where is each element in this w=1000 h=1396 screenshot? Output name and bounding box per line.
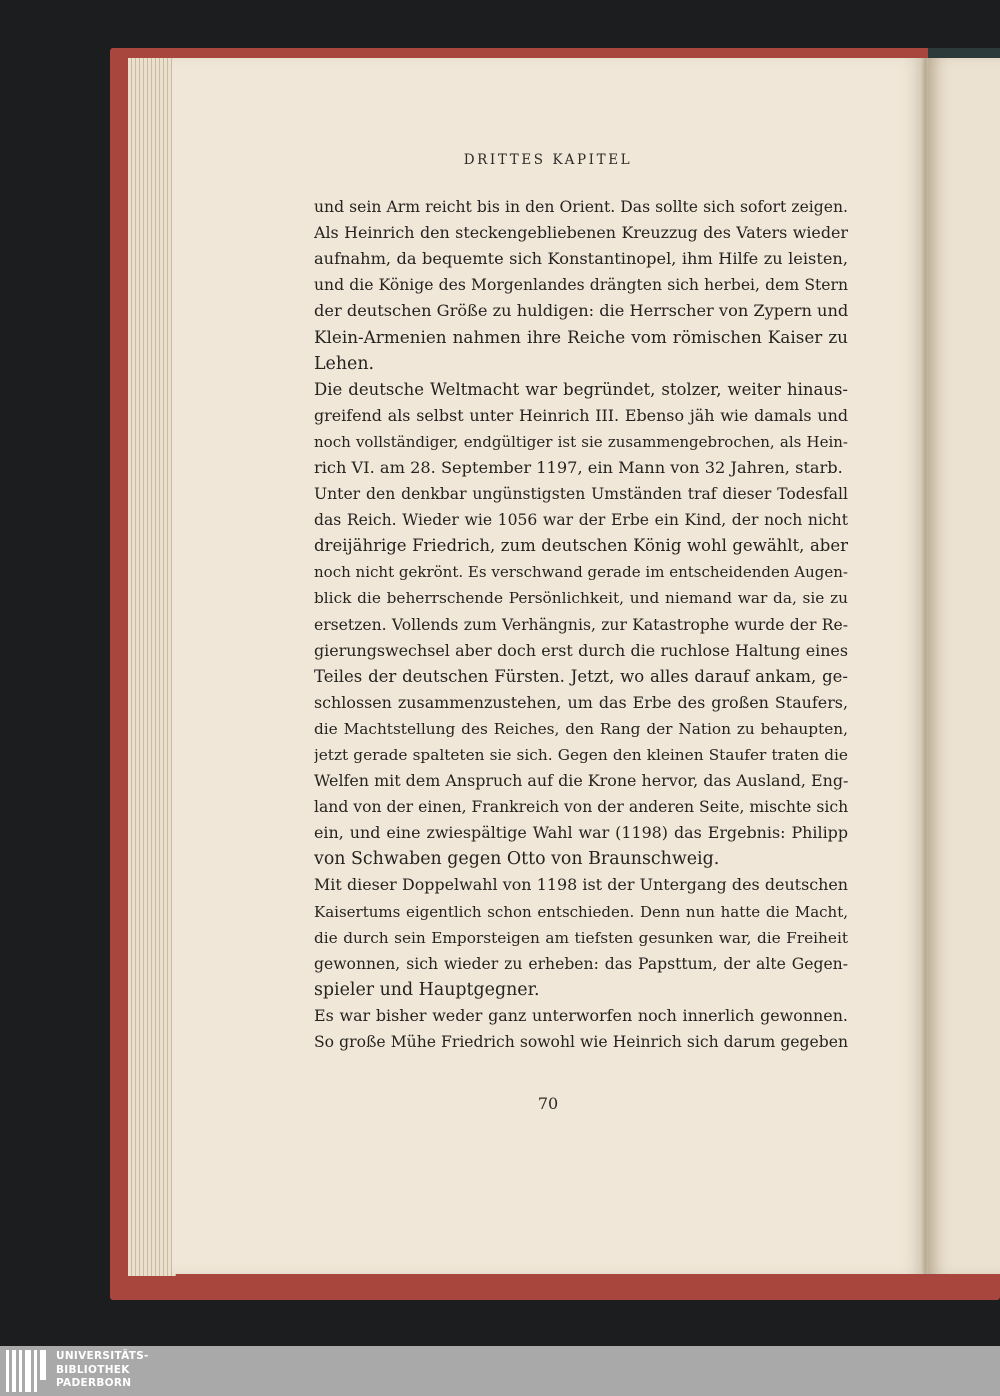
text-line: Welfen mit dem Anspruch auf die Krone hervor, das Ausland, Eng-: [314, 771, 848, 791]
text-line: Kaisertums eigentlich schon entschieden. Denn nun hatte die Macht,: [314, 902, 848, 921]
text-line: der deutschen Größe zu huldigen: die Herrscher von Zypern und: [314, 301, 848, 321]
text-line: noch vollständiger, endgültiger ist sie zusammengebrochen, als Hein-: [314, 432, 848, 451]
text-line: Unter den denkbar ungünstigsten Umständen traf dieser Todesfall: [314, 485, 848, 504]
text-line: dreijährige Friedrich, zum deutschen König wohl gewählt, aber: [314, 536, 848, 556]
library-logo-text: [56, 1350, 149, 1391]
text-line: ein, und eine zwiespältige Wahl war (1198) das Ergebnis: Philipp: [314, 823, 848, 843]
book-cover-dark-edge: [928, 48, 1000, 58]
text-line: und sein Arm reicht bis in den Orient. Das sollte sich sofort zeigen.: [314, 198, 848, 216]
text-line: die Machtstellung des Reiches, den Rang der Nation zu behaupten,: [314, 719, 848, 738]
text-line: die durch sein Emporsteigen am tiefsten gesunken war, die Freiheit: [314, 928, 848, 947]
logo-line-2: BIBLIOTHEK: [56, 1363, 130, 1376]
text-line: jetzt gerade spalteten sie sich. Gegen den kleinen Staufer traten die: [314, 745, 848, 764]
text-line: greifend als selbst unter Heinrich III. Ebenso jäh wie damals und: [314, 405, 848, 425]
text-line: schlossen zusammenzustehen, um das Erbe des großen Staufers,: [314, 692, 848, 712]
text-line: spieler und Hauptgegner.: [314, 979, 540, 1000]
text-line: Mit dieser Doppelwahl von 1198 ist der Untergang des deutschen: [314, 875, 848, 895]
text-line: aufnahm, da bequemte sich Konstantinopel, ihm Hilfe zu leisten,: [314, 249, 848, 269]
page-edges: [128, 58, 176, 1276]
text-line: rich VI. am 28. September 1197, ein Mann von 32 Jahren, starb.: [314, 457, 843, 477]
text-line: ersetzen. Vollends zum Verhängnis, zur Katastrophe wurde der Re-: [314, 615, 848, 634]
library-bars-logo-icon: [6, 1350, 50, 1392]
text-line: noch nicht gekrönt. Es verschwand gerade im entscheidenden Augen-: [314, 563, 848, 582]
text-line: blick die beherrschende Persönlichkeit, und niemand war da, sie zu: [314, 589, 848, 608]
library-footer: [0, 1346, 1000, 1396]
text-line: land von der einen, Frankreich von der anderen Seite, mischte sich: [314, 798, 848, 817]
running-head: DRITTES KAPITEL: [463, 152, 633, 168]
text-line: Lehen.: [314, 353, 375, 374]
logo-line-3: PADERBORN: [56, 1377, 132, 1389]
text-line: gierungswechsel aber doch erst durch die ruchlose Haltung eines: [314, 640, 848, 660]
body-text: [314, 194, 848, 1055]
text-line: So große Mühe Friedrich sowohl wie Heinrich sich darum gegeben: [314, 1033, 848, 1051]
facing-page: [928, 58, 1000, 1274]
text-line: Klein-Armenien nahmen ihre Reiche vom römischen Kaiser zu: [314, 327, 848, 348]
text-line: Teiles der deutschen Fürsten. Jetzt, wo alles darauf ankam, ge-: [314, 666, 848, 686]
logo-line-1: UNIVERSITÄTS-: [56, 1350, 149, 1362]
text-line: gewonnen, sich wieder zu erheben: das Papsttum, der alte Gegen-: [314, 954, 848, 973]
text-line: Als Heinrich den steckengebliebenen Kreuzzug des Vaters wieder: [314, 223, 848, 243]
text-line: das Reich. Wieder wie 1056 war der Erbe ein Kind, der noch nicht: [314, 511, 848, 530]
page-number: 70: [537, 1094, 559, 1113]
text-line: Die deutsche Weltmacht war begründet, stolzer, weiter hinaus-: [314, 379, 848, 399]
text-line: von Schwaben gegen Otto von Braunschweig.: [314, 849, 720, 870]
text-line: Es war bisher weder ganz unterworfen noch innerlich gewonnen.: [314, 1005, 848, 1025]
text-line: und die Könige des Morgenlandes drängten sich herbei, dem Stern: [314, 276, 848, 295]
